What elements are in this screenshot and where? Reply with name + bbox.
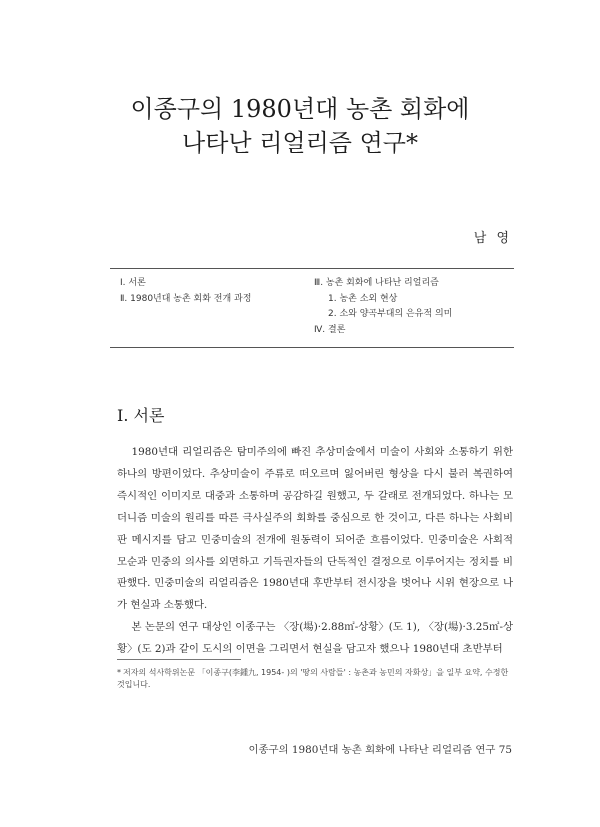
page-number: 75 bbox=[498, 744, 512, 756]
toc-item-section-3-1: 1. 농촌 소외 현상 bbox=[328, 293, 398, 304]
footnote-divider bbox=[117, 659, 241, 660]
paper-title bbox=[0, 92, 600, 160]
footnote-mark: * bbox=[117, 668, 121, 677]
table-of-contents bbox=[110, 268, 514, 348]
toc-right-column bbox=[314, 276, 452, 338]
section-heading: Ⅰ. 서론 bbox=[117, 406, 165, 425]
footnote bbox=[117, 667, 513, 691]
paragraph: 1980년대 리얼리즘은 탐미주의에 빠진 추상미술에서 미술이 사회와 소통하기 위한 하나의 방편이었다. 추상미술이 주류로 떠오르며 잃어버린 형상을 다시 불러 복권하여 즉시적인 이미지로 대중과 소통하며 공감하길 원했고, 두 갈래로 전개되었다. 하나는 모더니즘 미술의 원리를 따른 극사실주의 회화를 중심으로 한 것이고, 다른 하나는 사회비판 메시지를 담고 민중미술의 전개에 원동력이 되어준 흐름이었다. 민중미술은 사회적 모순과 민중의 의사를 외면하고 기득권자들의 단독적인 결정으로 이루어지는 정치를 비판했다. 민중미술의 리얼리즘은 1980년대 후반부터 전시장을 벗어나 시위 현장으로 나가 현실과 소통했다. bbox=[117, 446, 513, 612]
toc-left-column bbox=[120, 276, 251, 307]
toc-item-section-3-2: 2. 소와 양곡부대의 은유적 의미 bbox=[328, 309, 453, 319]
footnote-text: 저자의 석사학위논문 「이종구(李鍾九, 1954- )의 '땅의 사람들' : 농촌과 농민의 자화상」을 일부 요약, 수정한 것입니다. bbox=[117, 668, 509, 689]
author-name: 남 영 bbox=[473, 231, 512, 246]
body-text bbox=[117, 442, 513, 661]
paragraph: 본 논문의 연구 대상인 이종구는 〈장(場)·2.88㎡-상황〉(도 1), 〈장(場)·3.25㎡-상황〉(도 2)과 같이 도시의 이면을 그리면서 현실을 담고자 했으나 1980년대 초반부터 bbox=[117, 621, 513, 656]
toc-item-section-3: Ⅲ. 농촌 회화에 나타난 리얼리즘 bbox=[314, 278, 439, 288]
running-footer bbox=[248, 741, 512, 756]
paper-title-line-1: 이종구의 1980년대 농촌 회화에 bbox=[130, 95, 470, 123]
toc-item-section-4: Ⅳ. 결론 bbox=[314, 324, 346, 335]
toc-item-section-1: Ⅰ. 서론 bbox=[120, 278, 146, 288]
running-footer-title: 이종구의 1980년대 농촌 회화에 나타난 리얼리즘 연구 bbox=[248, 744, 496, 756]
toc-item-section-2: Ⅱ. 1980년대 농촌 회화 전개 과정 bbox=[120, 293, 252, 304]
paper-title-line-2: 나타난 리얼리즘 연구* bbox=[182, 129, 418, 157]
